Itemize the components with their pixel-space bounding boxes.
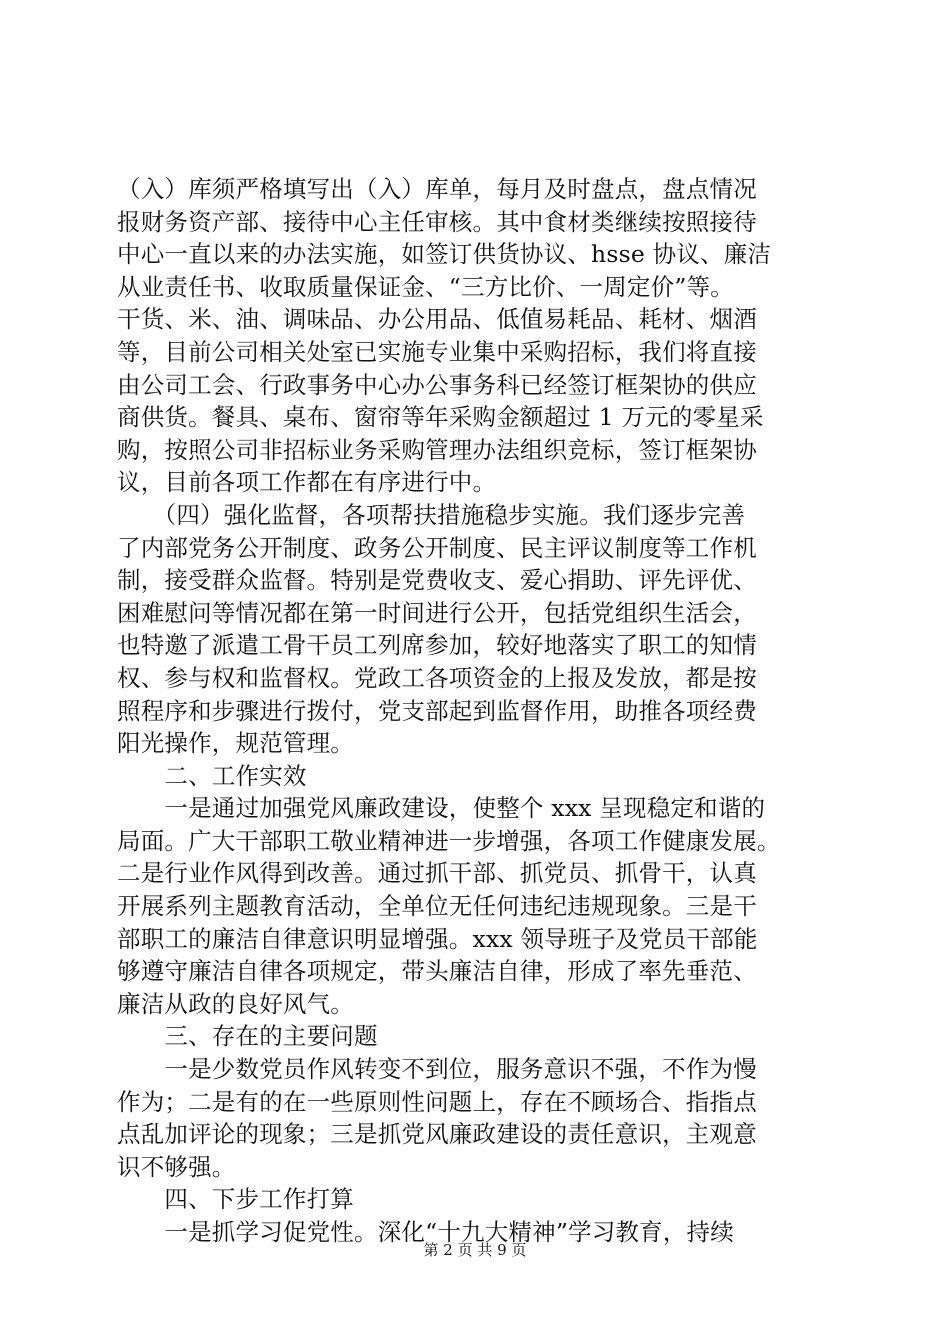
body-line: 商供货。餐具、桌布、窗帘等年采购金额超过 1 万元的零星采 bbox=[117, 403, 764, 432]
body-line: 廉洁从政的良好风气。 bbox=[117, 989, 354, 1018]
body-line: 报财务资产部、接待中心主任审核。其中食材类继续按照接待 bbox=[117, 207, 757, 236]
page-footer: 第 2 页 共 9 页 bbox=[423, 1241, 527, 1259]
body-line: 等，目前公司相关处室已实施专业集中采购招标，我们将直接 bbox=[117, 337, 757, 366]
body-line: 困难慰问等情况都在第一时间进行公开，包括党组织生活会， bbox=[117, 598, 757, 627]
section-heading: 二、工作实效 bbox=[117, 761, 307, 790]
body-line: （入）库须严格填写出（入）库单，每月及时盘点，盘点情况 bbox=[117, 175, 757, 203]
body-line: （四）强化监督，各项帮扶措施稳步实施。我们逐步完善 bbox=[117, 500, 746, 529]
body-line: 点乱加评论的现象；三是抓党风廉政建设的责任意识，主观意 bbox=[117, 1120, 757, 1149]
body-line: 作为；二是有的在一些原则性问题上，存在不顾场合、指指点 bbox=[117, 1087, 757, 1116]
body-line: 干货、米、油、调味品、办公用品、低值易耗品、耗材、烟酒 bbox=[117, 305, 757, 334]
body-line: 部职工的廉洁自律意识明显增强。xxx 领导班子及党员干部能 bbox=[117, 924, 758, 953]
body-line: 一是抓学习促党性。深化“十九大精神”学习教育，持续 bbox=[117, 1218, 734, 1246]
body-line: 制，接受群众监督。特别是党费收支、爱心捐助、评先评优、 bbox=[117, 566, 757, 595]
body-line: 购，按照公司非招标业务采购管理办法组织竞标，签订框架协 bbox=[117, 435, 757, 464]
body-line: 权、参与权和监督权。党政工各项资金的上报及发放，都是按 bbox=[117, 663, 757, 692]
body-line: 一是少数党员作风转变不到位，服务意识不强，不作为慢 bbox=[117, 1055, 757, 1084]
body-line: 二是行业作风得到改善。通过抓干部、抓党员、抓骨干，认真 bbox=[117, 859, 757, 888]
body-line: 由公司工会、行政事务中心办公事务科已经签订框架协的供应 bbox=[117, 370, 757, 399]
document-body bbox=[117, 173, 837, 1249]
body-line: 从业责任书、收取质量保证金、“三方比价、一周定价”等。 bbox=[117, 272, 734, 301]
body-line: 够遵守廉洁自律各项规定，带头廉洁自律，形成了率先垂范、 bbox=[117, 957, 757, 986]
body-line: 议，目前各项工作都在有序进行中。 bbox=[117, 468, 497, 497]
body-line: 照程序和步骤进行拨付，党支部起到监督作用，助推各项经费 bbox=[117, 696, 757, 725]
body-line: 识不够强。 bbox=[117, 1152, 236, 1181]
section-heading: 三、存在的主要问题 bbox=[117, 1022, 378, 1051]
body-line: 阳光操作，规范管理。 bbox=[117, 729, 354, 758]
body-line: 也特邀了派遣工骨干员工列席参加，较好地落实了职工的知情 bbox=[117, 631, 757, 660]
body-line: 中心一直以来的办法实施，如签订供货协议、hsse 协议、廉洁 bbox=[117, 240, 772, 269]
body-line: 局面。广大干部职工敬业精神进一步增强，各项工作健康发展。 bbox=[117, 826, 781, 855]
body-line: 一是通过加强党风廉政建设，使整个 xxx 呈现稳定和谐的 bbox=[117, 794, 766, 823]
body-line: 了内部党务公开制度、政务公开制度、民主评议制度等工作机 bbox=[117, 533, 757, 562]
section-heading: 四、下步工作打算 bbox=[117, 1185, 354, 1214]
body-line: 开展系列主题教育活动，全单位无任何违纪违规现象。三是干 bbox=[117, 892, 757, 921]
